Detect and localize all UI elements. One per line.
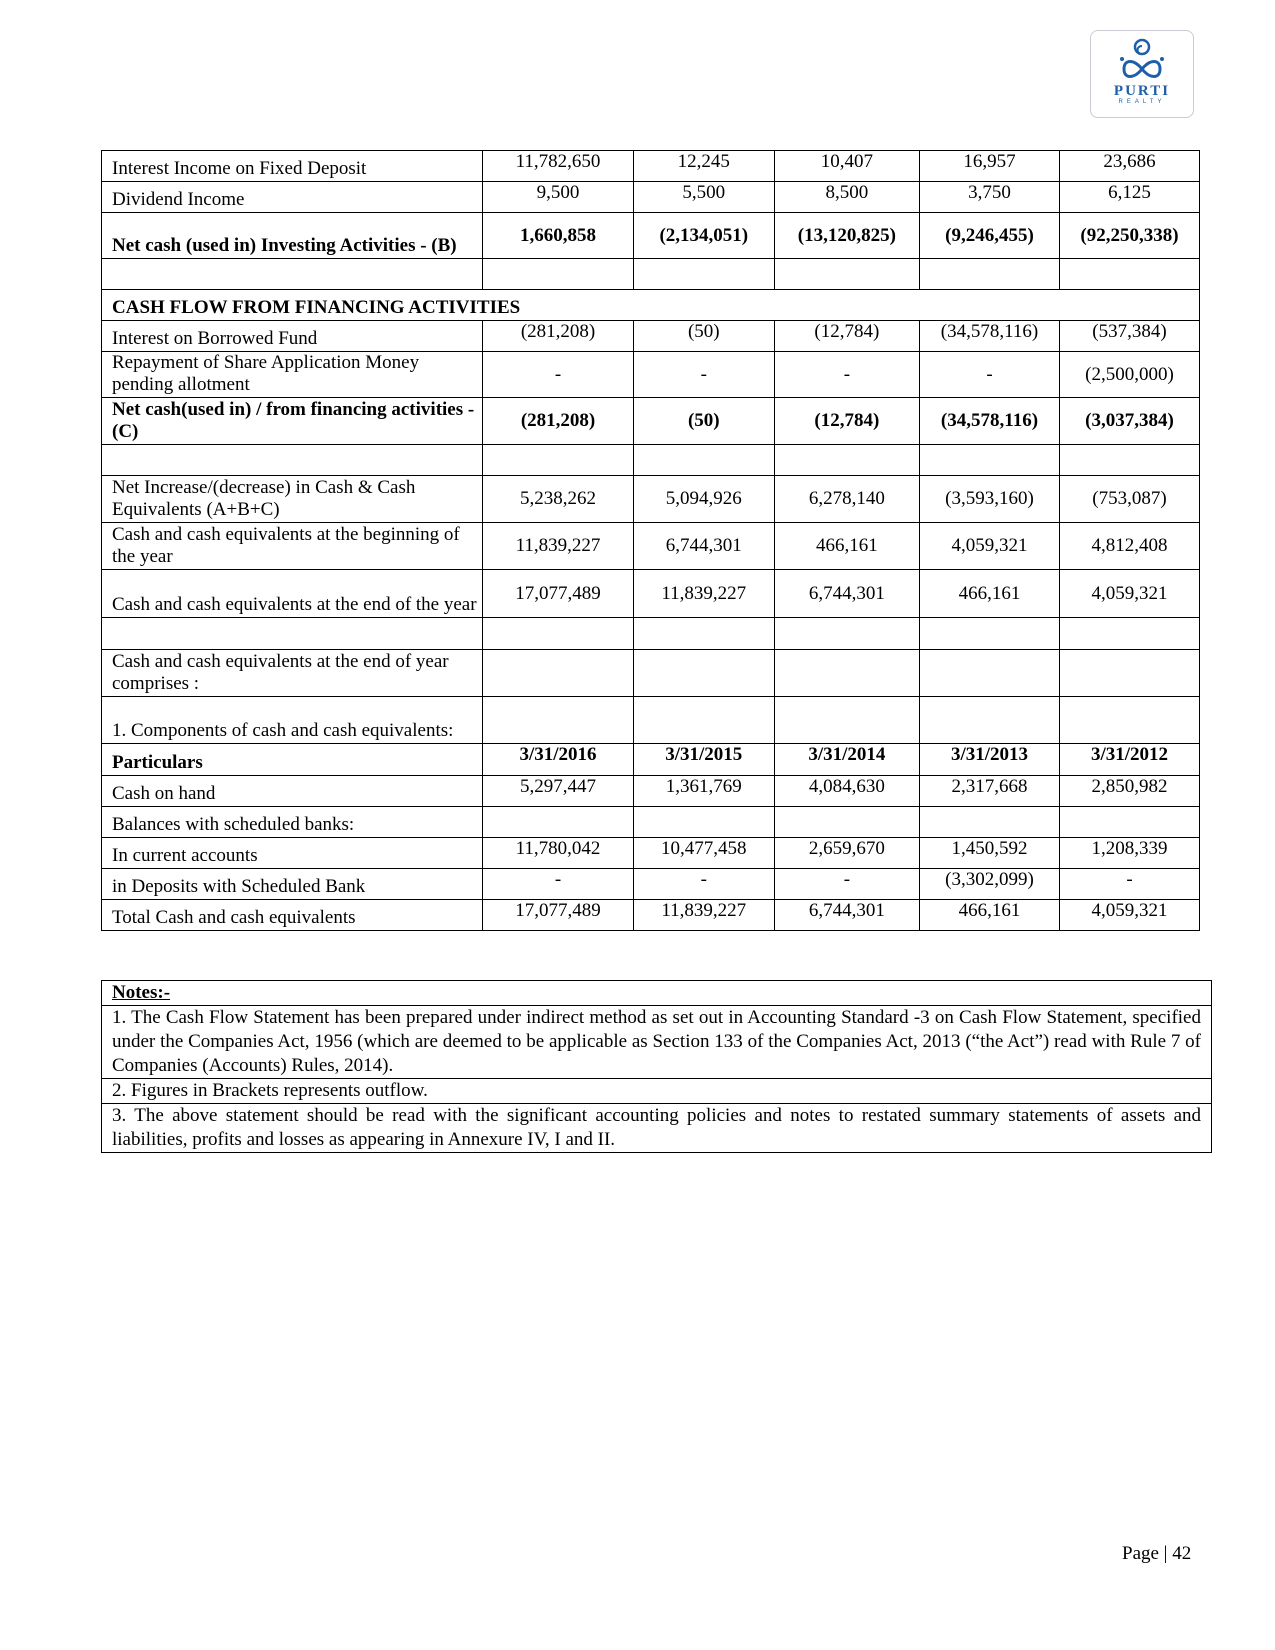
- cell-value: (50): [633, 398, 774, 445]
- table-row: [102, 838, 1200, 869]
- company-logo: [1090, 30, 1194, 118]
- row-label: Net cash(used in) / from financing activities - (C): [102, 398, 483, 445]
- row-label: 1. Components of cash and cash equivalents:: [102, 697, 483, 744]
- cell-value: (281,208): [483, 398, 633, 445]
- cell-value: 5,500: [633, 182, 774, 213]
- cell-value: 6,278,140: [774, 476, 919, 523]
- cell-value: (9,246,455): [919, 213, 1059, 259]
- cell-value: -: [919, 352, 1059, 398]
- cell-value: 11,780,042: [483, 838, 633, 869]
- cell-value: 466,161: [919, 570, 1059, 618]
- cell-value: (12,784): [774, 321, 919, 352]
- cell-value: 2,317,668: [919, 776, 1059, 807]
- cell-value: 23,686: [1059, 151, 1199, 182]
- column-header-date: 3/31/2014: [774, 744, 919, 776]
- cell-value: 5,094,926: [633, 476, 774, 523]
- cell-value: (3,593,160): [919, 476, 1059, 523]
- cell-value: 11,839,227: [483, 523, 633, 570]
- cell-value: 11,839,227: [633, 900, 774, 931]
- cell-value: 4,059,321: [919, 523, 1059, 570]
- row-label: Cash on hand: [102, 776, 483, 807]
- cell-value: (281,208): [483, 321, 633, 352]
- table-row: [102, 807, 1200, 838]
- column-header-date: 3/31/2015: [633, 744, 774, 776]
- notes-heading: Notes:-: [112, 982, 171, 1003]
- cell-value: (2,500,000): [1059, 352, 1199, 398]
- table-row: [102, 476, 1200, 523]
- cell-value: 10,477,458: [633, 838, 774, 869]
- logo-name: PURTI: [1113, 83, 1171, 99]
- table-row: [102, 352, 1200, 398]
- cell-value: 6,744,301: [774, 570, 919, 618]
- row-label: Balances with scheduled banks:: [102, 807, 483, 838]
- row-label: Cash and cash equivalents at the end of year comprises :: [102, 650, 483, 697]
- cell-value: (12,784): [774, 398, 919, 445]
- column-header-date: 3/31/2012: [1059, 744, 1199, 776]
- table-row: [102, 213, 1200, 259]
- cell-value: (537,384): [1059, 321, 1199, 352]
- cell-value: 1,450,592: [919, 838, 1059, 869]
- cell-value: 17,077,489: [483, 900, 633, 931]
- notes-box: [101, 980, 1212, 1153]
- cell-value: 10,407: [774, 151, 919, 182]
- cell-value: 1,361,769: [633, 776, 774, 807]
- cell-value: (34,578,116): [919, 398, 1059, 445]
- cell-value: (13,120,825): [774, 213, 919, 259]
- note-item: 2. Figures in Brackets represents outflow.: [102, 1078, 1211, 1103]
- page-number: Page | 42: [1122, 1543, 1192, 1564]
- row-label: Total Cash and cash equivalents: [102, 900, 483, 931]
- cell-value: 8,500: [774, 182, 919, 213]
- table-header-row: [102, 744, 1200, 776]
- table-row-empty: [102, 618, 1200, 650]
- cell-value: 466,161: [919, 900, 1059, 931]
- cell-value: (3,302,099): [919, 869, 1059, 900]
- column-header-particulars: Particulars: [102, 744, 483, 776]
- cell-value: 466,161: [774, 523, 919, 570]
- cell-value: -: [1059, 869, 1199, 900]
- table-row: [102, 900, 1200, 931]
- row-label: Interest Income on Fixed Deposit: [102, 151, 483, 182]
- table-row: [102, 321, 1200, 352]
- cell-value: 11,839,227: [633, 570, 774, 618]
- cell-value: (753,087): [1059, 476, 1199, 523]
- table-row: [102, 650, 1200, 697]
- row-label: Net cash (used in) Investing Activities - (B): [102, 213, 483, 259]
- table-row: [102, 398, 1200, 445]
- cell-value: 1,208,339: [1059, 838, 1199, 869]
- purti-emblem-icon: [1114, 37, 1170, 83]
- table-row: [102, 182, 1200, 213]
- cell-value: 5,238,262: [483, 476, 633, 523]
- cell-value: -: [633, 869, 774, 900]
- table-row-section: [102, 290, 1200, 321]
- section-heading: CASH FLOW FROM FINANCING ACTIVITIES: [102, 290, 1200, 321]
- cell-value: 5,297,447: [483, 776, 633, 807]
- note-item: 1. The Cash Flow Statement has been prepared under indirect method as set out in Accounting Standard -3 on Cash Flow Statement, specified under the Companies Act, 1956 (which are deemed to be applicable as Section 133 of the Companies Act, 2013 (“the Act”) read with Rule 7 of Companies (Accounts) Rules, 2014).: [102, 1005, 1211, 1078]
- table-row: [102, 523, 1200, 570]
- logo-subtitle: REALTY: [1118, 99, 1166, 105]
- cell-value: (3,037,384): [1059, 398, 1199, 445]
- table-row: [102, 151, 1200, 182]
- table-row: [102, 776, 1200, 807]
- cell-value: (34,578,116): [919, 321, 1059, 352]
- row-label: Repayment of Share Application Money pending allotment: [102, 352, 483, 398]
- cash-flow-table: [101, 150, 1200, 931]
- table-row-empty: [102, 259, 1200, 290]
- row-label: Cash and cash equivalents at the end of the year: [102, 570, 483, 618]
- cell-value: 16,957: [919, 151, 1059, 182]
- column-header-date: 3/31/2016: [483, 744, 633, 776]
- cell-value: -: [774, 869, 919, 900]
- cell-value: 6,125: [1059, 182, 1199, 213]
- cell-value: -: [483, 869, 633, 900]
- cell-value: (50): [633, 321, 774, 352]
- row-label: Cash and cash equivalents at the beginning of the year: [102, 523, 483, 570]
- cell-value: 3,750: [919, 182, 1059, 213]
- cell-value: 17,077,489: [483, 570, 633, 618]
- cell-value: (2,134,051): [633, 213, 774, 259]
- column-header-date: 3/31/2013: [919, 744, 1059, 776]
- cell-value: 6,744,301: [774, 900, 919, 931]
- table-row-empty: [102, 445, 1200, 476]
- cell-value: 2,659,670: [774, 838, 919, 869]
- row-label: In current accounts: [102, 838, 483, 869]
- cell-value: (92,250,338): [1059, 213, 1199, 259]
- cell-value: 4,812,408: [1059, 523, 1199, 570]
- cell-value: 4,059,321: [1059, 900, 1199, 931]
- cell-value: 6,744,301: [633, 523, 774, 570]
- row-label: Dividend Income: [102, 182, 483, 213]
- cell-value: 9,500: [483, 182, 633, 213]
- cell-value: 12,245: [633, 151, 774, 182]
- table-row: [102, 869, 1200, 900]
- row-label: in Deposits with Scheduled Bank: [102, 869, 483, 900]
- cell-value: 4,084,630: [774, 776, 919, 807]
- note-item: 3. The above statement should be read with the significant accounting policies and notes to restated summary statements of assets and liabilities, profits and losses as appearing in Annexure IV, I and II.: [102, 1103, 1211, 1152]
- table-row: [102, 570, 1200, 618]
- cell-value: 11,782,650: [483, 151, 633, 182]
- cell-value: -: [483, 352, 633, 398]
- table-row: [102, 697, 1200, 744]
- cell-value: -: [633, 352, 774, 398]
- cell-value: 4,059,321: [1059, 570, 1199, 618]
- row-label: Interest on Borrowed Fund: [102, 321, 483, 352]
- row-label: Net Increase/(decrease) in Cash & Cash Equivalents (A+B+C): [102, 476, 483, 523]
- cell-value: 1,660,858: [483, 213, 633, 259]
- cell-value: -: [774, 352, 919, 398]
- cell-value: 2,850,982: [1059, 776, 1199, 807]
